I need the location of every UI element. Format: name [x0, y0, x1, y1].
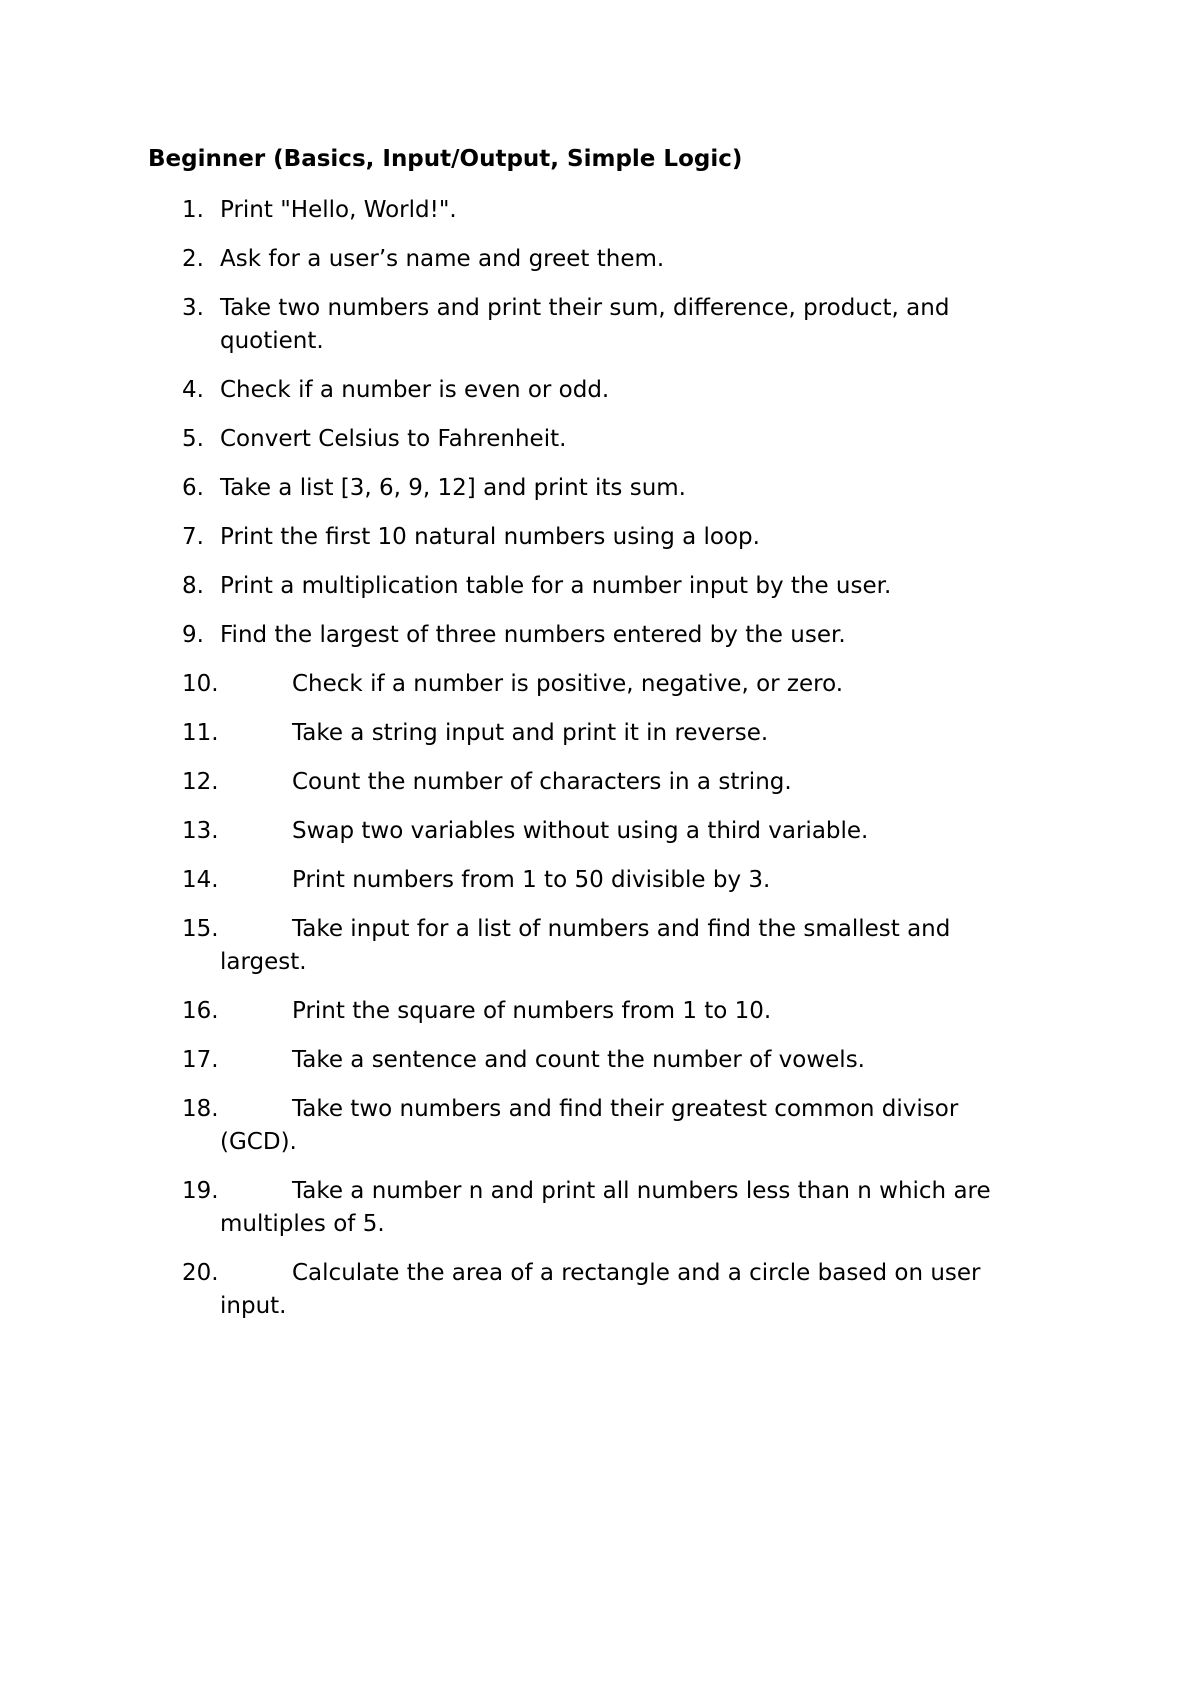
list-item: [182, 292, 1042, 358]
item-text: Print "Hello, World!".: [220, 197, 457, 223]
item-number: 6.: [182, 475, 204, 501]
list-item: [182, 619, 1042, 652]
item-number: 5.: [182, 426, 204, 452]
list-item: [182, 423, 1042, 456]
list-item: [182, 717, 1042, 750]
item-text: Check if a number is positive, negative, or zero.: [292, 671, 844, 697]
section-heading: Beginner (Basics, Input/Output, Simple Logic): [148, 146, 743, 172]
list-item: [182, 521, 1042, 554]
item-text: Print numbers from 1 to 50 divisible by 3.: [292, 867, 771, 893]
list-item: [182, 243, 1042, 276]
item-number: 1.: [182, 197, 204, 223]
item-text: Ask for a user’s name and greet them.: [220, 246, 665, 272]
list-item: [182, 472, 1042, 505]
item-text: Count the number of characters in a string.: [292, 769, 792, 795]
list-item: [182, 913, 1042, 979]
item-number: 3.: [182, 295, 204, 321]
item-number: 20.: [182, 1260, 219, 1286]
item-text: Swap two variables without using a third variable.: [292, 818, 869, 844]
item-text: Print a multiplication table for a number input by the user.: [220, 573, 892, 599]
item-number: 8.: [182, 573, 204, 599]
item-number: 9.: [182, 622, 204, 648]
list-item: [182, 570, 1042, 603]
item-number: 11.: [182, 720, 219, 746]
list-item: [182, 1093, 1042, 1159]
item-number: 4.: [182, 377, 204, 403]
item-number: 12.: [182, 769, 219, 795]
list-item: [182, 815, 1042, 848]
list-item: [182, 766, 1042, 799]
list-item: [182, 668, 1042, 701]
item-number: 7.: [182, 524, 204, 550]
list-item: [182, 864, 1042, 897]
item-text: Take a sentence and count the number of vowels.: [292, 1047, 865, 1073]
item-number: 19.: [182, 1178, 219, 1204]
list-item: [182, 995, 1042, 1028]
item-number: 15.: [182, 916, 219, 942]
list-item: [182, 1257, 1042, 1323]
item-number: 2.: [182, 246, 204, 272]
list-item: [182, 374, 1042, 407]
item-text: Check if a number is even or odd.: [220, 377, 610, 403]
item-text: Print the square of numbers from 1 to 10.: [292, 998, 772, 1024]
item-number: 13.: [182, 818, 219, 844]
item-text: Take a number n and print all numbers less than n which are multiples of 5.: [220, 1178, 991, 1237]
item-text: Calculate the area of a rectangle and a circle based on user input.: [220, 1260, 981, 1319]
item-number: 16.: [182, 998, 219, 1024]
list-item: [182, 1175, 1042, 1241]
item-text: Take a string input and print it in reverse.: [292, 720, 769, 746]
item-number: 10.: [182, 671, 219, 697]
item-text: Take two numbers and print their sum, difference, product, and quotient.: [220, 295, 950, 354]
item-number: 18.: [182, 1096, 219, 1122]
item-text: Take input for a list of numbers and find the smallest and largest.: [220, 916, 951, 975]
item-number: 14.: [182, 867, 219, 893]
item-text: Take a list [3, 6, 9, 12] and print its sum.: [220, 475, 686, 501]
item-text: Find the largest of three numbers entered by the user.: [220, 622, 846, 648]
list-item: [182, 1044, 1042, 1077]
item-text: Convert Celsius to Fahrenheit.: [220, 426, 567, 452]
item-number: 17.: [182, 1047, 219, 1073]
item-text: Take two numbers and find their greatest common divisor (GCD).: [220, 1096, 959, 1155]
item-text: Print the first 10 natural numbers using a loop.: [220, 524, 760, 550]
list-item: [182, 194, 1042, 227]
